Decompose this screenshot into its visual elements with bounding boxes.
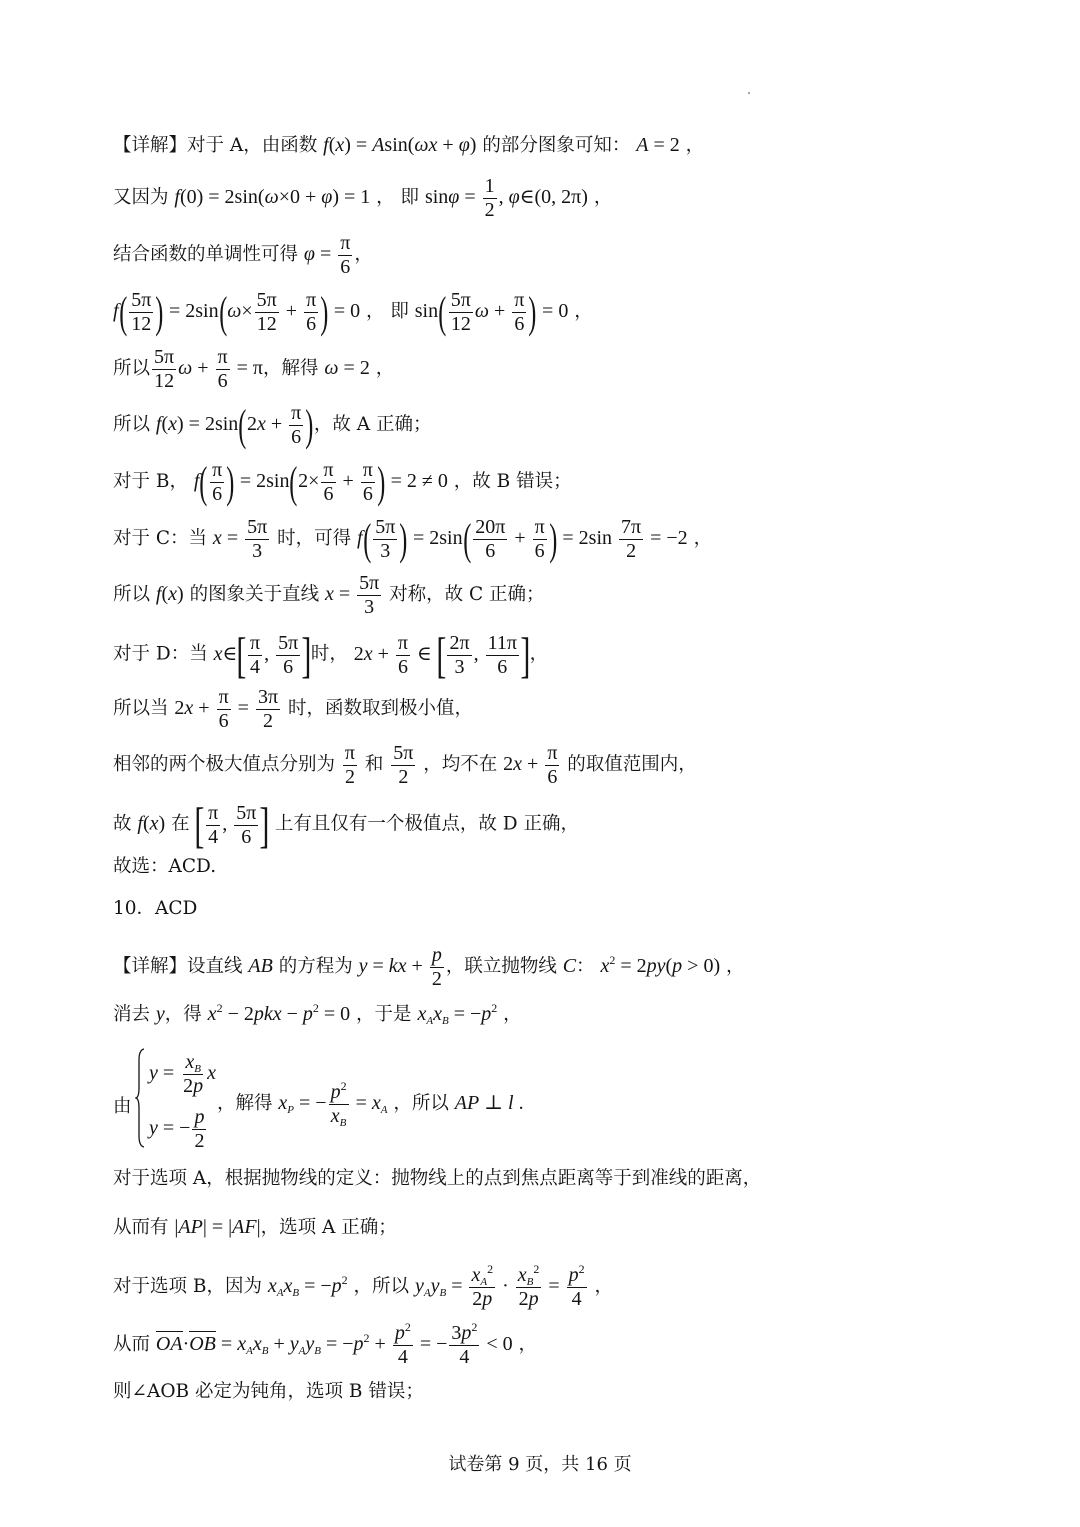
scan-dot xyxy=(748,92,750,94)
solution-line-14: 故选：ACD. xyxy=(113,856,217,877)
answer-line-10: 10．ACD xyxy=(113,898,198,919)
solution-line-22: 从而 $OA\cdot OB = x_Ax_B + y_Ay_B = -p^2$ + $\frac{p^2}{4}$ = − $\frac{3p^2}{4}$ < 0 ， xyxy=(113,1320,538,1368)
solution-line-21: 对于选项 B，因为 $x_Ax_B = -p^2$ ，所以 $y_Ay_B$ = $\frac{x_A^2}{2p}$ · $\frac{x_B^2}{2p}$ = $\frac{p^2}{4}$ ， xyxy=(113,1262,614,1310)
solution-line-17: 消去 y，得 $x^2 - 2pkx - p^2 = 0$ ，于是 $x_Ax_B = -p^2$ ， xyxy=(113,1001,522,1027)
solution-line-12: 相邻的两个极大值点分别为 $\frac{\pi}{2}$ 和 $\frac{5\pi}{2}$ ，均不在 2x + $\frac{\pi}{6}$ 的取值范围内， xyxy=(113,742,697,788)
solution-line-23: 则∠AOB 必定为钝角，选项 B 错误； xyxy=(113,1381,424,1402)
solution-line-5: 所以 $\frac{5\pi}{12}$ ω + $\frac{\pi}{6}$ = π，解得 ω = 2 ， xyxy=(113,346,395,392)
solution-line-8: 对于 C：当 x = $\frac{5\pi}{3}$ 时，可得 f( $\frac{5\pi}{3}$ ) = 2sin( $\frac{20\pi}{6}$ + $\frac{\pi}{6}$ ) = 2sin $\frac{7\pi}{2}$ = −2 ， xyxy=(113,514,713,564)
left-brace-icon xyxy=(135,1048,145,1148)
solution-line-6: 所以 f(x) = 2sin(2x + $\frac{\pi}{6}$ )，故 A 正确； xyxy=(113,400,432,450)
solution-line-19: 对于选项 A，根据抛物线的定义：抛物线上的点到焦点距离等于到准线的距离， xyxy=(113,1168,762,1189)
solution-line-2: 又因为 f(0) = 2sin(ω×0 + φ) = 1 ， 即 sinφ = $\frac{1}{2}$ , φ∈(0, 2π) ， xyxy=(113,175,613,221)
equation-system: 由 y = $\frac{x_B}{2p}$ x y = − $\frac{p}{2}$ ，解得 $x_P$ = − $\frac{p^2}{x_B}$ = $x_A$ ，所以 AP ⊥ l . xyxy=(113,1044,713,1154)
solution-line-20: 从而有 |AP| = |AF|，选项 A 正确； xyxy=(113,1216,397,1238)
solution-line-1: 【详解】对于 A，由函数 f(x) = Asin(ωx + φ) 的部分图象可知： A = 2 ， xyxy=(113,134,705,156)
solution-line-16: 【详解】设直线 AB 的方程为 y = kx + $\frac{p}{2}$ ，联立抛物线 C： $x^2 = 2py(p > 0)$ ， xyxy=(113,944,745,990)
solution-line-7: 对于 B， f( $\frac{\pi}{6}$ ) = 2sin(2× $\frac{\pi}{6}$ + $\frac{\pi}{6}$ ) = 2 ≠ 0 ，故 B 错误； xyxy=(113,457,572,507)
solution-line-9: 所以 f(x) 的图象关于直线 x = $\frac{5\pi}{3}$ 对称，故 C 正确； xyxy=(113,572,545,618)
solution-line-4: f( $\frac{5\pi}{12}$ ) = 2sin(ω× $\frac{5\pi}{12}$ + $\frac{\pi}{6}$ ) = 0 ， 即 sin( $\frac{5\pi}{12}$ ω + $\frac{\pi}{6}$ ) = 0 ， xyxy=(113,287,593,337)
solution-line-11: 所以当 2x + $\frac{\pi}{6}$ = $\frac{3\pi}{2}$ 时，函数取到极小值， xyxy=(113,686,473,732)
solution-line-10: 对于 D：当 x∈[ $\frac{\pi}{4}$ , $\frac{5\pi}{6}$ ]时， 2x + $\frac{\pi}{6}$ ∈ [ $\frac{2\pi}{3}$ , $\frac{11\pi}{6}$ ]， xyxy=(113,627,549,683)
solution-line-13: 故 f(x) 在 [ $\frac{\pi}{4}$ , $\frac{5\pi}{6}$ ] 上有且仅有一个极值点，故 D 正确， xyxy=(113,797,579,853)
page-footer: 试卷第 9 页，共 16 页 xyxy=(448,1454,632,1475)
solution-line-3: 结合函数的单调性可得 φ = $\frac{\pi}{6}$ ， xyxy=(113,232,373,278)
